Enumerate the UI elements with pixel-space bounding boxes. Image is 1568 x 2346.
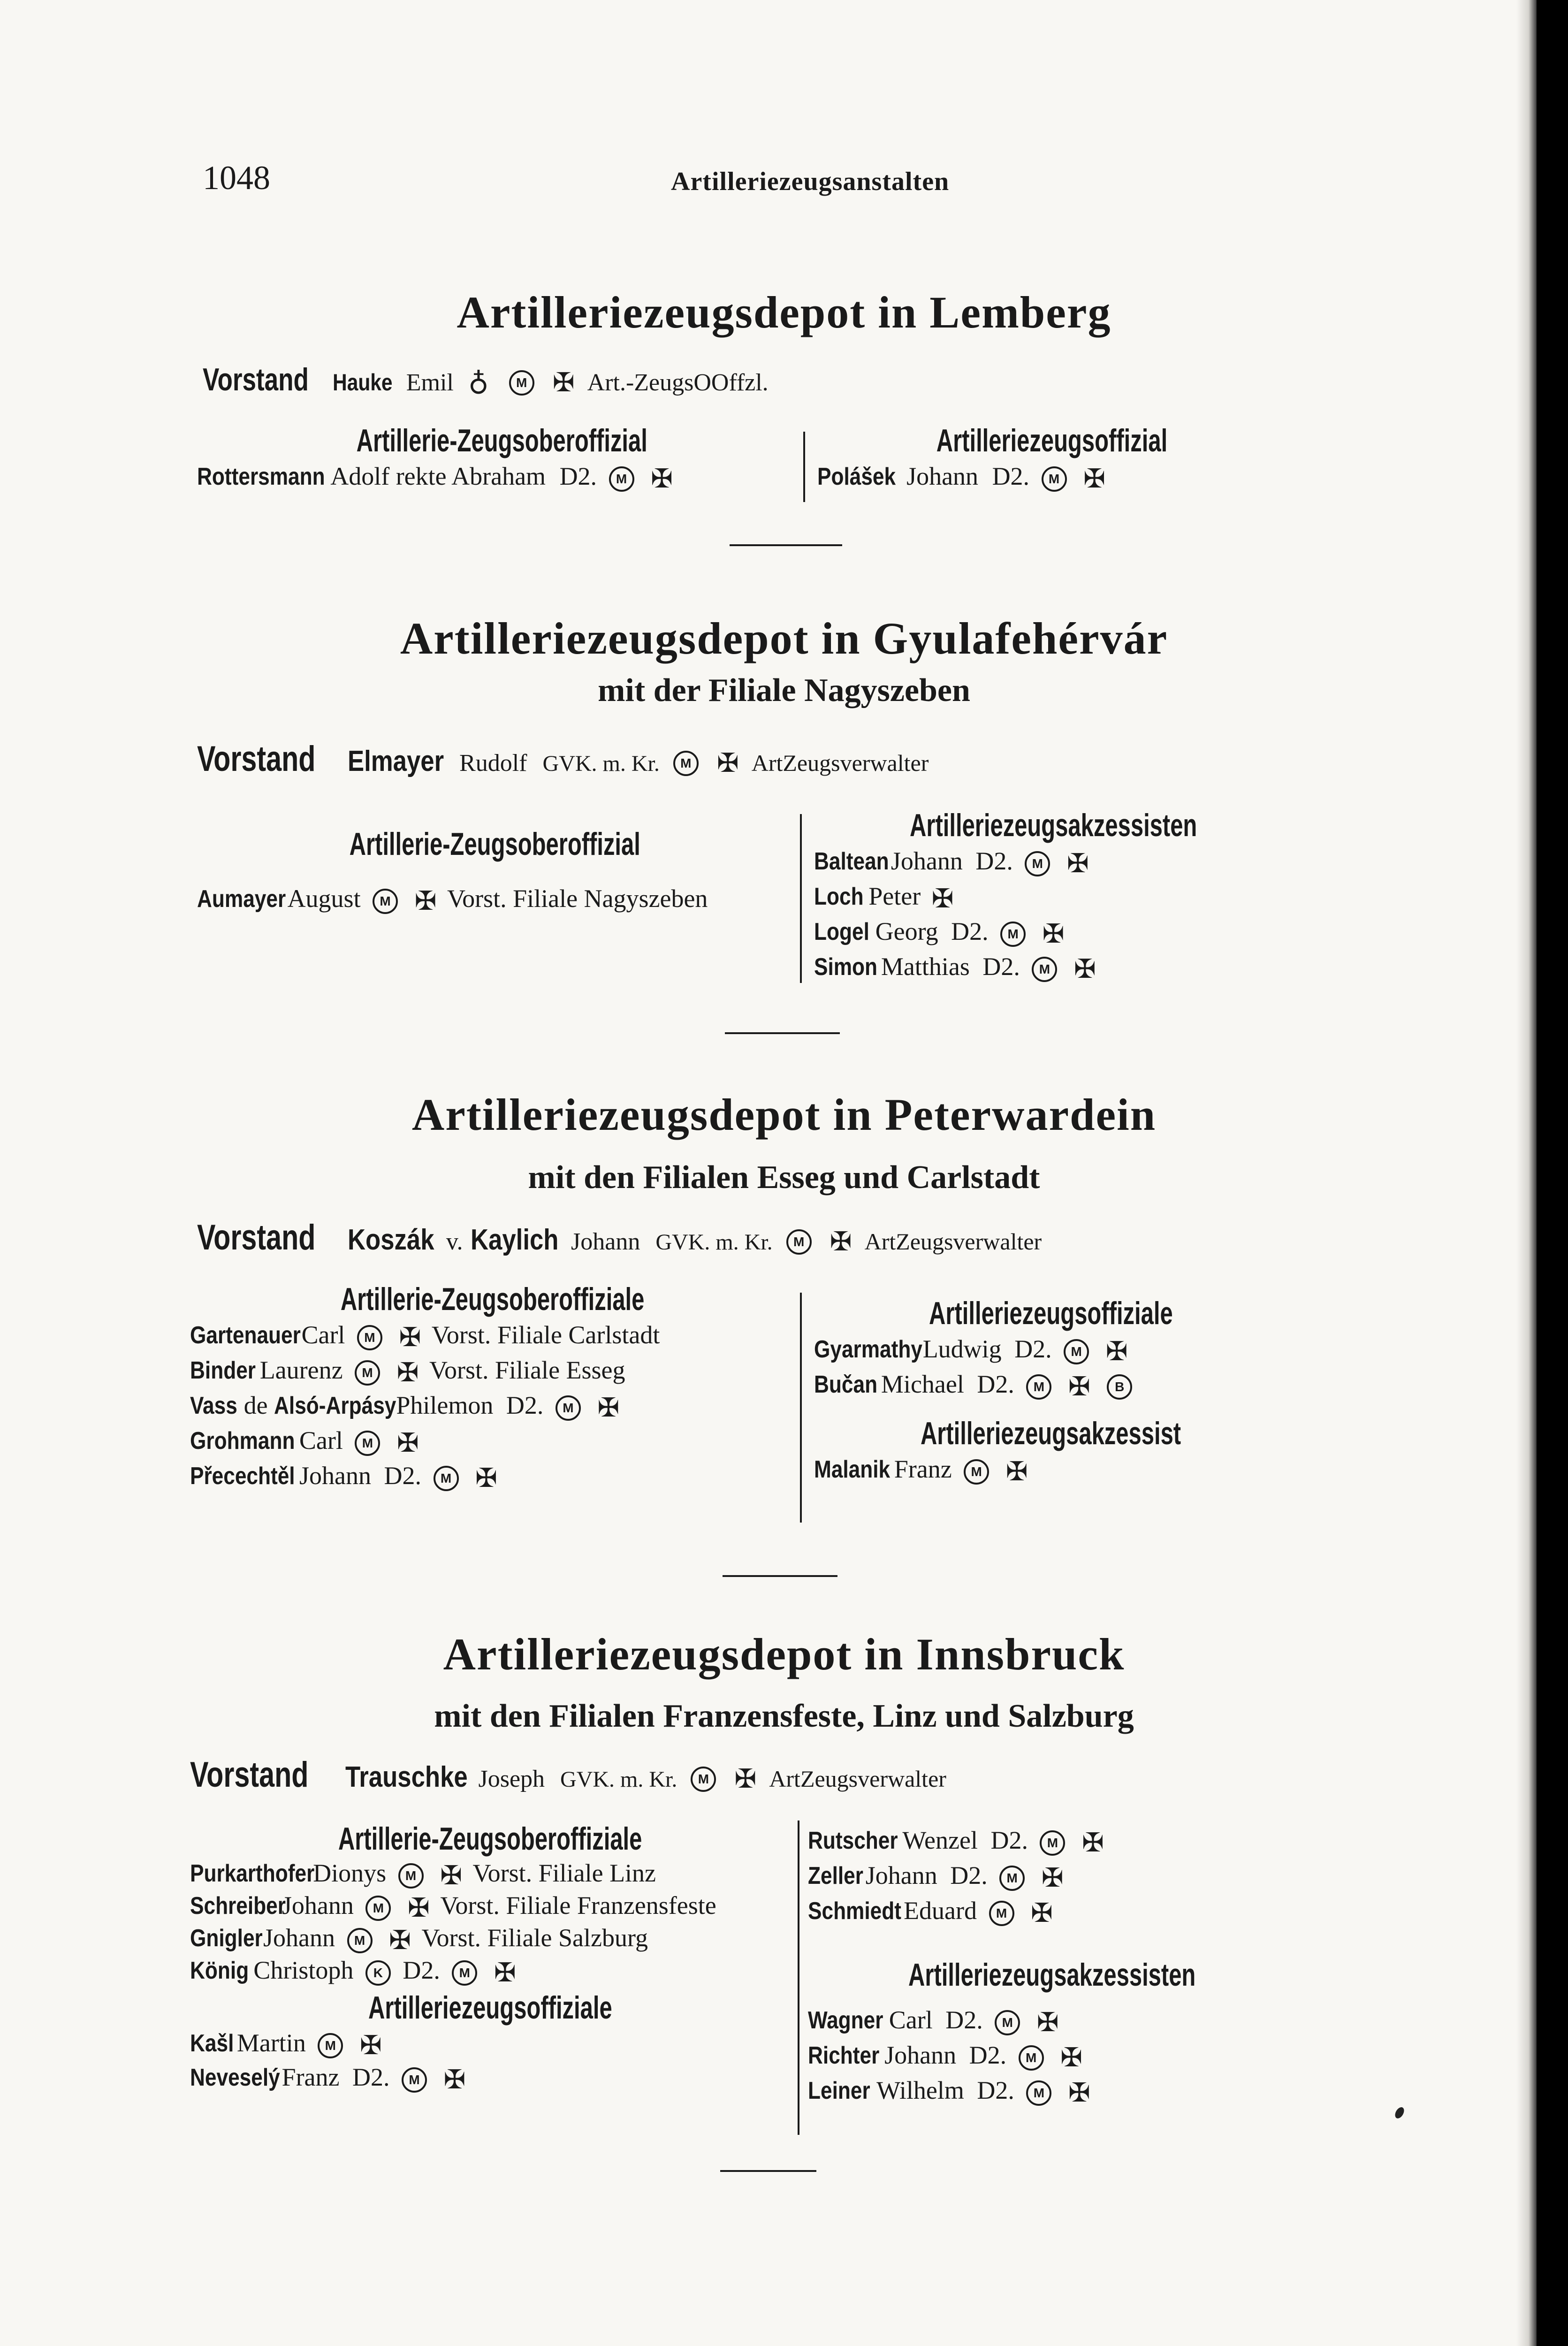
section-title-lemberg: Artilleriezeugsdepot in Lemberg xyxy=(457,287,1111,337)
person-function: Vorst. Filiale Nagyszeben xyxy=(447,884,708,913)
column-left-peter xyxy=(190,1281,795,1493)
person-firstname: Christoph xyxy=(253,1956,354,1984)
person-rank: GVK. m. Kr. xyxy=(560,1767,677,1792)
section-divider xyxy=(730,544,842,546)
cross-icon: ✠ xyxy=(389,1926,411,1955)
person-firstname: Michael xyxy=(881,1370,964,1398)
decoration-d2: D2. xyxy=(559,462,597,490)
decoration-d2: D2. xyxy=(977,1370,1014,1398)
decoration-d2: D2. xyxy=(352,2063,390,2091)
m-medal-icon: M xyxy=(452,1960,477,1986)
list-item xyxy=(814,879,1293,914)
decoration-d2: D2. xyxy=(992,462,1030,490)
list-item xyxy=(190,2060,791,2095)
cross-icon: ✠ xyxy=(1041,1863,1064,1893)
cross-icon: ✠ xyxy=(1005,1457,1028,1486)
person-name: Rutscher xyxy=(808,1827,898,1854)
cross-icon: ✠ xyxy=(396,1358,419,1387)
person-firstname: Johann xyxy=(299,1462,372,1490)
m-medal-icon: M xyxy=(373,889,398,914)
person-name: Alsó-Arpásy xyxy=(274,1392,396,1419)
cross-icon: ✠ xyxy=(1073,954,1096,984)
m-medal-icon: M xyxy=(365,1896,391,1921)
person-firstname: Johann xyxy=(263,1924,335,1952)
vorstand-label: Vorstand xyxy=(197,739,316,779)
m-medal-icon: M xyxy=(1026,1374,1051,1400)
m-medal-icon: M xyxy=(786,1229,812,1255)
decoration-d2: D2. xyxy=(945,2006,983,2034)
cross-icon: ✠ xyxy=(414,886,437,916)
person-firstname: Johann xyxy=(884,2041,957,2069)
person-firstname: Carl xyxy=(299,1426,343,1455)
m-medal-icon: M xyxy=(964,1459,989,1485)
list-item xyxy=(190,1353,795,1388)
list-item xyxy=(190,1423,795,1458)
decoration-d2: D2. xyxy=(982,952,1020,981)
m-medal-icon: M xyxy=(1025,851,1050,876)
list-item xyxy=(190,1889,791,1922)
person-name: Schmiedt xyxy=(808,1897,901,1925)
person-name: Koszák xyxy=(347,1224,434,1256)
person-firstname: Matthias xyxy=(881,952,970,981)
list-item xyxy=(817,459,1286,494)
person-rank: GVK. m. Kr. xyxy=(542,751,660,776)
person-name: Zeller xyxy=(808,1862,863,1889)
person-function: Vorst. Filiale Linz xyxy=(472,1859,656,1887)
person-particle: de xyxy=(244,1391,268,1419)
m-medal-icon: M xyxy=(1032,957,1057,982)
person-name: Gnigler xyxy=(190,1925,263,1952)
list-item xyxy=(808,1823,1296,1858)
person-title: ArtZeugsverwalter xyxy=(769,1766,946,1792)
person-firstname: Peter xyxy=(868,882,921,910)
cross-icon: ✠ xyxy=(716,749,739,778)
m-medal-icon: M xyxy=(357,1325,382,1350)
person-name: Elmayer xyxy=(347,745,444,777)
m-medal-icon: M xyxy=(398,1863,424,1889)
person-rank: Art.-ZeugsOOffzl. xyxy=(587,369,769,396)
column-divider xyxy=(800,1293,802,1523)
column-right-lemberg xyxy=(817,422,1286,494)
cross-icon: ✠ xyxy=(396,1428,419,1458)
column-heading: Artillerie-Zeugsoberoffiziale xyxy=(341,1281,645,1317)
person-name: Neveselý xyxy=(190,2064,280,2091)
m-medal-icon: M xyxy=(1042,466,1067,492)
person-firstname: Franz xyxy=(282,2063,340,2091)
column-left-lemberg xyxy=(197,422,807,494)
list-item xyxy=(814,914,1293,949)
decoration-d2: D2. xyxy=(384,1462,422,1490)
person-firstname: Martin xyxy=(236,2029,306,2057)
list-item xyxy=(814,949,1293,984)
section-subtitle-innsbruck: mit den Filialen Franzensfeste, Linz und Salzburg xyxy=(434,1698,1134,1734)
decoration-d2: D2. xyxy=(1014,1335,1052,1363)
m-medal-icon: M xyxy=(691,1767,716,1792)
person-firstname: Emil xyxy=(406,369,454,396)
column-heading: Artillerie-Zeugsoberoffizial xyxy=(356,423,648,458)
vorstand-label: Vorstand xyxy=(190,1755,309,1795)
m-medal-icon: M xyxy=(999,1866,1025,1891)
cross-icon: ✠ xyxy=(1066,849,1089,878)
person-function: Vorst. Filiale Esseg xyxy=(429,1356,625,1384)
person-name: Kaylich xyxy=(471,1224,559,1256)
person-firstname: Carl xyxy=(889,2006,933,2034)
m-medal-icon: M xyxy=(1064,1339,1089,1364)
person-firstname: Eduard xyxy=(904,1897,977,1925)
m-medal-icon: M xyxy=(509,370,534,396)
person-rank: GVK. m. Kr. xyxy=(655,1230,773,1255)
section-divider xyxy=(720,2170,816,2172)
cross-icon: ✠ xyxy=(399,1323,421,1352)
person-name: Aumayer xyxy=(197,885,286,913)
person-particle: v. xyxy=(446,1228,463,1255)
cross-icon: ✠ xyxy=(359,2031,382,2060)
person-name: Baltean xyxy=(814,848,889,875)
person-name: Loch xyxy=(814,883,864,910)
column-divider xyxy=(798,1820,799,2135)
cross-icon: ✠ xyxy=(597,1393,620,1423)
person-name: Richter xyxy=(808,2042,880,2069)
column-right-innsbruck xyxy=(808,1823,1296,2108)
cross-icon: ✠ xyxy=(1031,1898,1053,1928)
column-divider xyxy=(800,814,802,983)
vorstand-gyula xyxy=(197,741,929,777)
page-number: 1048 xyxy=(203,159,270,197)
person-firstname: Laurenz xyxy=(259,1356,343,1384)
cross-icon: ✠ xyxy=(440,1861,463,1890)
list-item xyxy=(190,1922,791,1954)
cross-icon: ✠ xyxy=(475,1463,497,1493)
list-item xyxy=(190,1954,791,1987)
person-name: Purkarthofer xyxy=(190,1860,315,1887)
person-name: Gartenauer xyxy=(190,1322,301,1349)
column-heading: Artillerie-Zeugsoberoffiziale xyxy=(338,1821,642,1857)
list-item xyxy=(814,1367,1288,1402)
person-name: Rottersmann xyxy=(197,463,325,490)
decoration-d2: D2. xyxy=(990,1826,1028,1854)
column-heading: Artilleriezeugsoffiziale xyxy=(368,1990,612,2026)
running-head: Artilleriezeugsanstalten xyxy=(671,167,950,196)
cross-icon: ✠ xyxy=(830,1227,852,1257)
decoration-d2: D2. xyxy=(951,917,989,945)
person-name: Přecechtěl xyxy=(190,1462,295,1490)
person-name: Bučan xyxy=(814,1371,878,1398)
section-divider xyxy=(723,1575,837,1577)
list-item xyxy=(814,844,1293,879)
column-left-gyula xyxy=(197,826,793,916)
column-left-innsbruck xyxy=(190,1820,791,2095)
list-item xyxy=(190,2026,791,2060)
person-title: ArtZeugsverwalter xyxy=(864,1228,1042,1255)
person-name: Simon xyxy=(814,953,878,981)
cross-icon: ✠ xyxy=(931,884,954,914)
person-firstname: Johann xyxy=(906,462,979,490)
cross-icon: ✠ xyxy=(552,368,575,398)
cross-icon: ✠ xyxy=(1042,919,1065,949)
list-item xyxy=(190,1857,791,1889)
person-firstname: Wilhelm xyxy=(876,2076,964,2104)
person-name: Polášek xyxy=(817,463,896,490)
cross-icon: ✠ xyxy=(1081,1828,1104,1858)
cross-icon: ✠ xyxy=(1060,2043,1083,2072)
column-right-gyula xyxy=(814,807,1293,984)
person-firstname: Carl xyxy=(301,1321,345,1349)
column-heading: Artilleriezeugsakzessisten xyxy=(909,807,1197,843)
m-medal-icon: M xyxy=(355,1431,380,1456)
list-item xyxy=(814,1332,1288,1367)
b-medal-icon: B xyxy=(1107,1374,1132,1400)
m-medal-icon: M xyxy=(609,466,634,492)
m-medal-icon: M xyxy=(434,1466,459,1491)
cross-icon: ✠ xyxy=(407,1893,430,1923)
person-firstname: Dionys xyxy=(313,1859,387,1887)
section-title-peter: Artilleriezeugsdepot in Peterwardein xyxy=(411,1089,1157,1140)
section-subtitle-gyula: mit der Filiale Nagyszeben xyxy=(598,672,970,708)
person-firstname: Georg xyxy=(875,917,938,945)
person-function: Vorst. Filiale Salzburg xyxy=(421,1924,648,1952)
cross-icon: ✠ xyxy=(1083,464,1105,494)
column-heading: Artilleriezeugsakzessisten xyxy=(908,1957,1196,1993)
decoration-d2: D2. xyxy=(975,847,1013,875)
decoration-d2: D2. xyxy=(506,1391,544,1419)
vorstand-innsbruck xyxy=(190,1757,946,1793)
person-name: Wagner xyxy=(808,2007,883,2034)
column-heading: Artillerie-Zeugsoberoffizial xyxy=(349,826,641,862)
vorstand-peter xyxy=(197,1220,1042,1256)
list-item xyxy=(808,1858,1296,1893)
person-name: Kašl xyxy=(190,2030,234,2057)
person-name: Leiner xyxy=(808,2077,870,2104)
cross-icon: ✠ xyxy=(1036,2008,1059,2037)
m-medal-icon: M xyxy=(1026,2080,1051,2106)
list-item xyxy=(808,2003,1296,2038)
list-item xyxy=(197,459,807,494)
person-firstname: Rudolf xyxy=(459,750,527,777)
cross-icon: ✠ xyxy=(1068,2078,1090,2108)
person-name: Schreiber xyxy=(190,1892,286,1919)
cross-icon: ✠ xyxy=(1068,1372,1090,1402)
m-medal-icon: M xyxy=(1000,922,1026,947)
decoration-d2: D2. xyxy=(403,1956,440,1984)
m-medal-icon: M xyxy=(402,2067,427,2093)
list-item xyxy=(190,1458,795,1493)
list-item xyxy=(197,881,793,916)
person-firstname: Joseph xyxy=(478,1766,545,1792)
list-item xyxy=(190,1388,795,1423)
column-right-peter xyxy=(814,1295,1288,1487)
vorstand-label: Vorstand xyxy=(203,362,309,397)
person-name: Hauke xyxy=(332,369,393,396)
person-firstname: August xyxy=(287,884,361,913)
m-medal-icon: M xyxy=(556,1395,581,1421)
person-firstname: Wenzel xyxy=(902,1826,978,1854)
person-name: Vass xyxy=(190,1392,237,1419)
merit-icon: ♁ xyxy=(468,366,489,396)
decoration-d2: D2. xyxy=(977,2076,1014,2104)
person-firstname: Franz xyxy=(894,1455,952,1483)
person-function: Vorst. Filiale Carlstadt xyxy=(431,1321,660,1349)
person-name: Malanik xyxy=(814,1456,891,1483)
person-name: Grohmann xyxy=(190,1427,295,1455)
section-title-gyula: Artilleriezeugsdepot in Gyulafehérvár xyxy=(400,613,1168,663)
person-name: Gyarmathy xyxy=(814,1336,922,1363)
person-name: Binder xyxy=(190,1357,256,1384)
list-item xyxy=(808,1893,1296,1928)
k-medal-icon: K xyxy=(365,1960,391,1986)
section-title-innsbruck: Artilleriezeugsdepot in Innsbruck xyxy=(443,1629,1125,1679)
person-name: Logel xyxy=(814,918,869,945)
decoration-d2: D2. xyxy=(969,2041,1007,2069)
vorstand-lemberg xyxy=(203,364,769,396)
person-title: ArtZeugsverwalter xyxy=(751,750,929,776)
person-name: Trauschke xyxy=(345,1761,468,1793)
m-medal-icon: M xyxy=(347,1928,373,1953)
m-medal-icon: M xyxy=(995,2010,1020,2035)
column-heading: Artilleriezeugsoffiziale xyxy=(929,1295,1173,1331)
list-item xyxy=(190,1318,795,1353)
person-firstname: Johann xyxy=(865,1861,937,1889)
person-firstname: Ludwig xyxy=(922,1335,1002,1363)
person-function: Vorst. Filiale Franzensfeste xyxy=(440,1891,716,1919)
person-firstname: Johann xyxy=(282,1891,354,1919)
cross-icon: ✠ xyxy=(1105,1337,1128,1366)
m-medal-icon: M xyxy=(355,1360,380,1386)
list-item xyxy=(814,1452,1288,1487)
m-medal-icon: M xyxy=(1040,1830,1065,1856)
list-item xyxy=(808,2038,1296,2073)
section-subtitle-peter: mit den Filialen Esseg und Carlstadt xyxy=(528,1159,1040,1196)
cross-icon: ✠ xyxy=(443,2065,466,2095)
decoration-d2: D2. xyxy=(950,1861,988,1889)
section-divider xyxy=(725,1032,840,1034)
m-medal-icon: M xyxy=(1019,2045,1044,2071)
cross-icon: ✠ xyxy=(494,1958,516,1988)
person-firstname: Philemon xyxy=(396,1391,494,1419)
column-divider xyxy=(803,432,805,502)
column-heading: Artilleriezeugsakzessist xyxy=(921,1416,1181,1451)
column-heading: Artilleriezeugsoffizial xyxy=(936,423,1168,458)
person-firstname: Johann xyxy=(571,1228,640,1255)
person-firstname: Johann xyxy=(891,847,963,875)
list-item xyxy=(808,2073,1296,2108)
cross-icon: ✠ xyxy=(734,1765,757,1794)
m-medal-icon: M xyxy=(318,2033,343,2058)
person-firstname: Adolf rekte Abraham xyxy=(330,462,546,490)
person-name: König xyxy=(190,1957,249,1984)
vorstand-label: Vorstand xyxy=(197,1218,316,1257)
m-medal-icon: M xyxy=(673,751,699,776)
m-medal-icon: M xyxy=(989,1901,1014,1926)
cross-icon: ✠ xyxy=(651,464,673,494)
